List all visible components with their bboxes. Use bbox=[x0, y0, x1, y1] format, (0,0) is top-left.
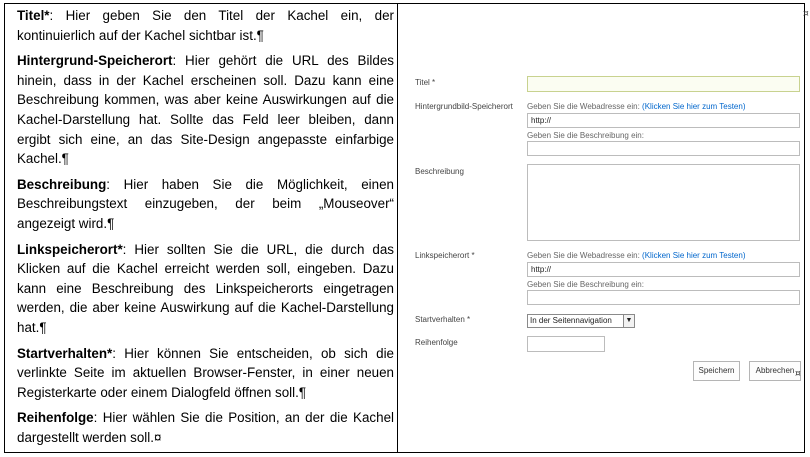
order-label: Reihenfolge bbox=[415, 338, 458, 347]
term-background: Hintergrund-Speicherort bbox=[17, 53, 173, 69]
paragraph-launch bbox=[17, 344, 394, 403]
cell-end-mark-bottom: ¤ bbox=[795, 369, 801, 379]
launch-select[interactable] bbox=[527, 314, 635, 328]
term-link: Linkspeicherort* bbox=[17, 241, 123, 257]
paragraph-background bbox=[17, 51, 394, 169]
title-label: Titel * bbox=[415, 78, 436, 87]
term-order: Reihenfolge bbox=[17, 410, 94, 426]
link-test-link[interactable]: (Klicken Sie hier zum Testen) bbox=[642, 251, 746, 260]
link-url-hint: Geben Sie die Webadresse ein: (Klicken Sie hier zum Testen) bbox=[527, 251, 746, 260]
background-desc-hint: Geben Sie die Beschreibung ein: bbox=[527, 131, 644, 140]
text-launch: : Hier können Sie entscheiden, ob sich die verlinkte Seite im aktuellen Browser-Fenster, in einer neuen Registerkarte oder einem Dialogfeld öffnen soll. bbox=[17, 345, 394, 400]
link-desc-hint: Geben Sie die Beschreibung ein: bbox=[527, 280, 644, 289]
background-url-input[interactable]: http:// bbox=[527, 113, 800, 128]
pilcrow-mark: ¶ bbox=[61, 151, 69, 167]
text-link: : Hier sollten Sie die URL, die durch das Klicken auf die Kachel erreicht werden soll, eingeben. Dazu kann eine Beschreibung des Linkspeicherorts eingetragen werden, die aber keine Auswirkung auf die Kachel-Darstellung hat. bbox=[17, 241, 394, 335]
tile-form-screenshot bbox=[414, 4, 804, 404]
column-divider bbox=[397, 4, 398, 452]
text-description: : Hier haben Sie die Möglichkeit, einen Beschreibungstext einzugeben, der beim „Mouseover“ angezeigt wird. bbox=[17, 176, 394, 231]
cell-end-mark: ¤ bbox=[153, 429, 162, 445]
title-input[interactable] bbox=[527, 76, 800, 92]
background-test-link[interactable]: (Klicken Sie hier zum Testen) bbox=[642, 102, 746, 111]
link-label: Linkspeicherort * bbox=[415, 251, 475, 260]
cancel-button[interactable]: Abbrechen bbox=[749, 361, 801, 381]
term-description: Beschreibung bbox=[17, 176, 107, 192]
link-desc-input[interactable] bbox=[527, 290, 800, 305]
order-input[interactable] bbox=[527, 336, 605, 352]
chevron-down-icon[interactable]: ▼ bbox=[623, 315, 634, 327]
launch-label: Startverhalten * bbox=[415, 315, 471, 324]
paragraph-title bbox=[17, 6, 394, 45]
pilcrow-mark: ¶ bbox=[39, 319, 47, 335]
paragraph-description bbox=[17, 175, 394, 234]
background-label: Hintergrundbild-Speicherort bbox=[415, 102, 513, 111]
term-launch: Startverhalten* bbox=[17, 345, 113, 361]
pilcrow-mark: ¶ bbox=[107, 215, 115, 231]
background-url-hint: Geben Sie die Webadresse ein: (Klicken Sie hier zum Testen) bbox=[527, 102, 746, 111]
description-textarea[interactable] bbox=[527, 164, 800, 241]
text-background: : Hier gehört die URL des Bildes hinein, dass in der Kachel erscheinen soll. Dazu kann eine Beschreibung kommen, was aber keine Auswirkungen auf die Kachel-Darstellung hat. Sollte das Feld leer bleiben, dann ergibt sich eine, an das Site-Design angepasste einfarbige Kachel. bbox=[17, 53, 394, 167]
text-order: : Hier wählen Sie die Position, an der die Kachel dargestellt werden soll. bbox=[17, 410, 394, 445]
text-title: : Hier geben Sie den Titel der Kachel ein, der kontinuierlich auf der Kachel sichtbar ist. bbox=[17, 8, 394, 43]
launch-select-value: In der Seitennavigation bbox=[530, 316, 612, 325]
background-desc-input[interactable] bbox=[527, 141, 800, 156]
paragraph-order bbox=[17, 408, 394, 447]
term-title: Titel* bbox=[17, 8, 50, 23]
word-table bbox=[4, 3, 805, 453]
pilcrow-mark: ¶ bbox=[256, 27, 264, 43]
description-label: Beschreibung bbox=[415, 167, 464, 176]
pilcrow-mark: ¶ bbox=[298, 384, 307, 400]
paragraph-link bbox=[17, 240, 394, 338]
save-button[interactable]: Speichern bbox=[693, 361, 740, 381]
description-cell bbox=[17, 6, 394, 453]
link-url-input[interactable]: http:// bbox=[527, 262, 800, 277]
cell-end-mark-top: ¤ bbox=[803, 9, 809, 19]
